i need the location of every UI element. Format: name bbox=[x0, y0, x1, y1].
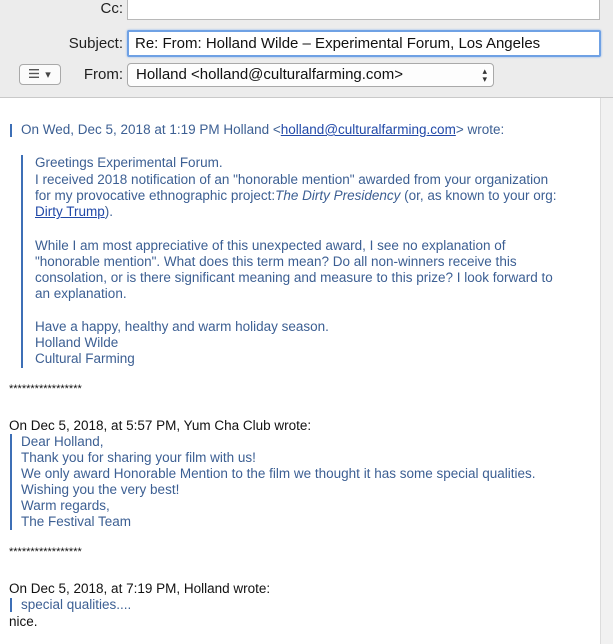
quote1-p2-line3: consolation, or is there significant meaning and measure to this prize? I look forward to bbox=[35, 270, 553, 285]
quote-bar bbox=[10, 124, 12, 137]
quote1-p2-line2: "honorable mention". What does this term mean? Do all non-winners receive this bbox=[35, 254, 517, 269]
quote1-p1-line1: I received 2018 notification of an "honorable mention" awarded from your organization bbox=[35, 172, 549, 187]
message-body[interactable] bbox=[0, 98, 600, 644]
from-account-value: Holland <holland@culturalfarming.com> bbox=[136, 66, 404, 83]
cc-input[interactable] bbox=[127, 0, 600, 20]
subject-label: Subject: bbox=[68, 35, 123, 52]
list-format-icon bbox=[29, 69, 39, 81]
quote-bar bbox=[21, 155, 23, 368]
separator: ***************** bbox=[9, 383, 82, 395]
reply2-line2: Thank you for sharing your film with us! bbox=[21, 450, 256, 465]
subject-input[interactable]: Re: From: Holland Wilde – Experimental Forum, Los Angeles bbox=[127, 30, 601, 57]
reply2-line4: Wishing you the very best! bbox=[21, 482, 180, 497]
quote1-email-link[interactable]: holland@culturalfarming.com bbox=[280, 122, 456, 137]
quote1-p2-line1: While I am most appreciative of this unexpected award, I see no explanation of bbox=[35, 238, 506, 253]
quote1-p1-line3: Dirty Trump). bbox=[35, 204, 114, 219]
chevron-down-icon: ▾ bbox=[45, 69, 51, 81]
quote1-closing1: Have a happy, healthy and warm holiday season. bbox=[35, 319, 329, 334]
reply2-line6: The Festival Team bbox=[21, 514, 132, 529]
cc-label: Cc: bbox=[100, 0, 123, 17]
separator: ***************** bbox=[9, 546, 82, 558]
format-menu-button[interactable] bbox=[19, 64, 61, 85]
reply2-attribution: On Dec 5, 2018, at 5:57 PM, Yum Cha Club wrote: bbox=[9, 418, 312, 433]
quote1-p1-line2: for my provocative ethnographic project:The Dirty Presidency (or, as known to your org: bbox=[35, 188, 557, 203]
from-account-select[interactable] bbox=[127, 63, 494, 87]
reply3-response: nice. bbox=[9, 614, 38, 629]
select-arrows-icon: ▴ ▾ bbox=[482, 66, 487, 84]
reply3-quoted: special qualities.... bbox=[21, 597, 132, 612]
quote1-closing2: Holland Wilde bbox=[35, 335, 119, 350]
quote1-p2-line4: an explanation. bbox=[35, 286, 127, 301]
quote1-greeting: Greetings Experimental Forum. bbox=[35, 155, 223, 170]
quote-bar bbox=[10, 434, 12, 530]
dirty-trump-link[interactable]: Dirty Trump bbox=[35, 204, 105, 219]
reply2-line5: Warm regards, bbox=[21, 498, 110, 513]
quote-bar bbox=[10, 598, 12, 612]
from-label: From: bbox=[83, 66, 123, 83]
reply2-line1: Dear Holland, bbox=[21, 434, 104, 449]
compose-header bbox=[0, 0, 613, 98]
reply2-line3: We only award Honorable Mention to the film we thought it has some special qualities. bbox=[21, 466, 536, 481]
quote1-attribution: On Wed, Dec 5, 2018 at 1:19 PM Holland <holland@culturalfarming.com> wrote: bbox=[21, 122, 505, 137]
scrollbar-track[interactable] bbox=[600, 98, 613, 644]
reply3-attribution: On Dec 5, 2018, at 7:19 PM, Holland wrote: bbox=[9, 581, 271, 596]
quote1-closing3: Cultural Farming bbox=[35, 351, 135, 366]
project-title: The Dirty Presidency bbox=[275, 188, 401, 203]
